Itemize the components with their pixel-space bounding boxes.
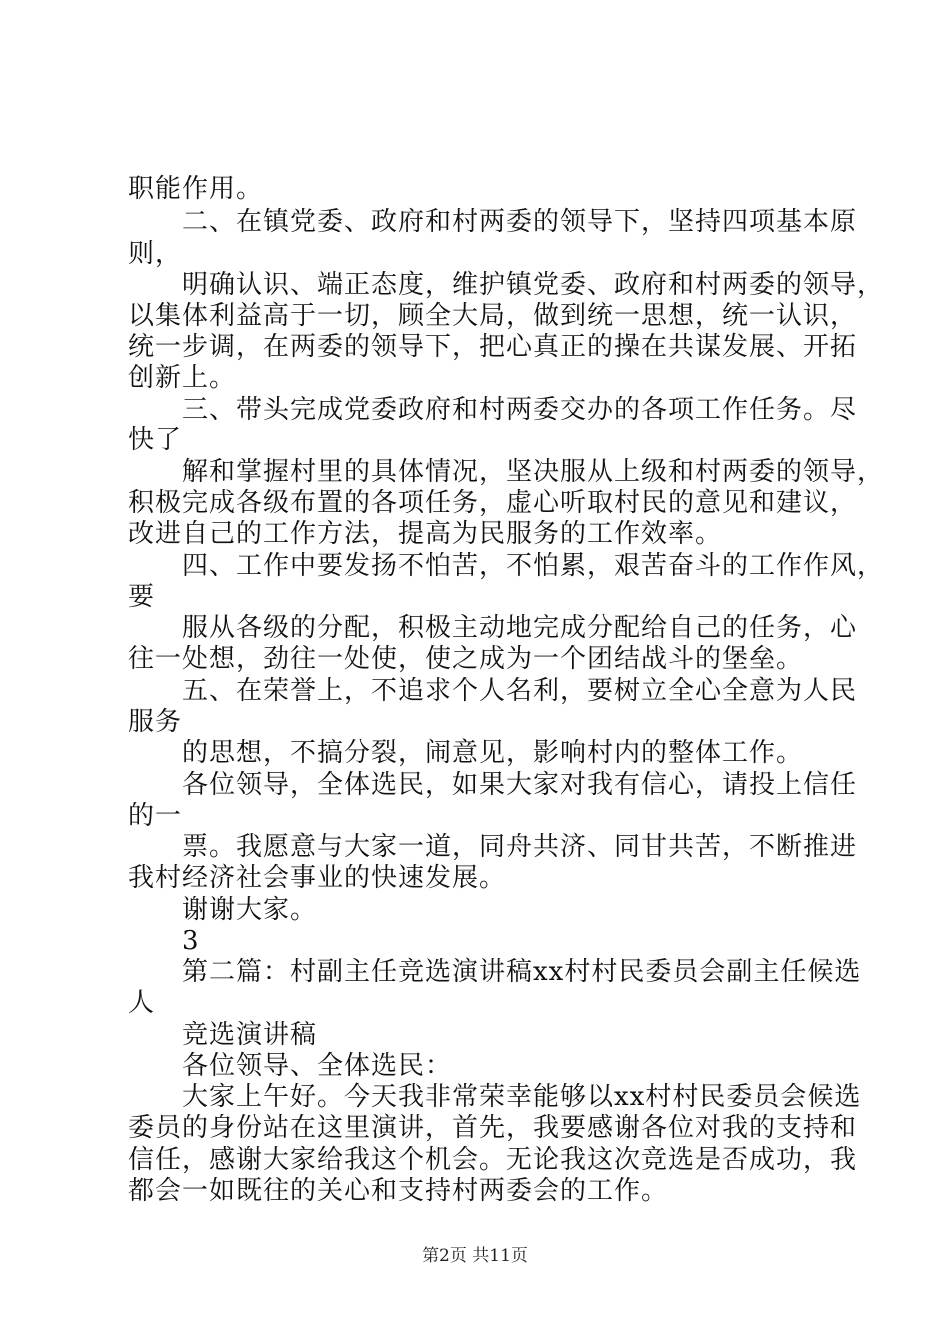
text-line: 3 xyxy=(182,926,200,956)
text-line: 票。我愿意与大家一道，同舟共济、同甘共苦，不断推进 xyxy=(182,832,858,862)
text-line: 都会一如既往的关心和支持村两委会的工作。 xyxy=(128,1176,669,1206)
text-line: 创新上。 xyxy=(128,363,237,393)
text-line: 谢谢大家。 xyxy=(182,895,318,925)
text-line: 的一 xyxy=(128,801,183,831)
text-line: 统一步调，在两委的领导下，把心真正的操在共谋发展、开拓 xyxy=(128,332,858,362)
section-heading: 第二篇：村副主任竞选演讲稿xx村村民委员会副主任候选 xyxy=(182,957,862,987)
text-line: 各位领导，全体选民，如果大家对我有信心，请投上信任 xyxy=(182,770,858,800)
text-line: 服务 xyxy=(128,707,183,737)
text-line: 竞选演讲稿 xyxy=(182,1020,318,1050)
text-line: 各位领导、全体选民： xyxy=(182,1051,453,1081)
text-line: 则， xyxy=(128,239,183,269)
text-line: 服从各级的分配，积极主动地完成分配给自己的任务，心 xyxy=(182,613,858,643)
text-line: 解和掌握村里的具体情况，坚决服从上级和村两委的领导， xyxy=(182,457,885,487)
text-line: 五、在荣誉上，不追求个人名利，要树立全心全意为人民 xyxy=(182,676,858,706)
text-line: 大家上午好。今天我非常荣幸能够以xx村村民委员会候选 xyxy=(182,1082,862,1112)
text-line: 职能作用。 xyxy=(128,174,264,204)
text-line: 要 xyxy=(128,582,156,612)
text-line: 人 xyxy=(128,988,156,1018)
text-line: 四、工作中要发扬不怕苦，不怕累，艰苦奋斗的工作作风， xyxy=(182,551,885,581)
text-line: 我村经济社会事业的快速发展。 xyxy=(128,863,507,893)
text-line: 二、在镇党委、政府和村两委的领导下，坚持四项基本原 xyxy=(182,207,858,237)
text-line: 积极完成各级布置的各项任务，虚心听取村民的意见和建议， xyxy=(128,488,858,518)
page-footer: 第2页 共11页 xyxy=(422,1246,528,1266)
text-line: 明确认识、端正态度，维护镇党委、政府和村两委的领导， xyxy=(182,270,885,300)
text-line: 改进自己的工作方法，提高为民服务的工作效率。 xyxy=(128,519,723,549)
text-line: 委员的身份站在这里演讲，首先，我要感谢各位对我的支持和 xyxy=(128,1113,858,1143)
text-line: 三、带头完成党委政府和村两委交办的各项工作任务。尽 xyxy=(182,395,858,425)
text-line: 快了 xyxy=(128,425,183,455)
text-line: 往一处想，劲往一处使，使之成为一个团结战斗的堡垒。 xyxy=(128,644,804,674)
text-line: 信任，感谢大家给我这个机会。无论我这次竞选是否成功，我 xyxy=(128,1145,858,1175)
text-line: 的思想，不搞分裂，闹意见，影响村内的整体工作。 xyxy=(182,738,804,768)
text-line: 以集体利益高于一切，顾全大局，做到统一思想，统一认识， xyxy=(128,301,858,331)
